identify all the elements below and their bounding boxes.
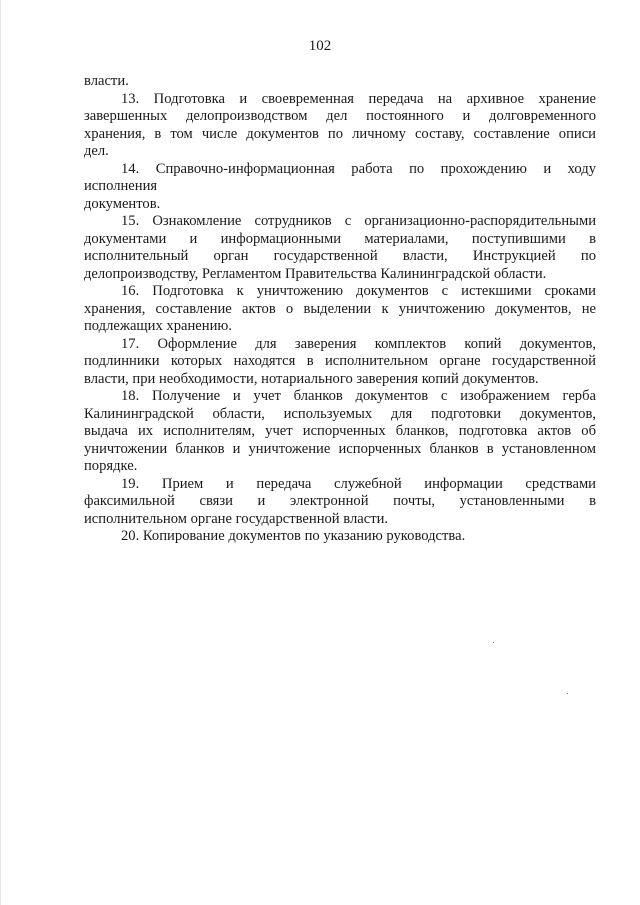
document-body bbox=[84, 73, 596, 546]
item-18-line: уничтожении бланков и уничтожение испорченных бланков в установленном bbox=[84, 440, 596, 457]
item-15-line: делопроизводству, Регламентом Правительства Калининградской области. bbox=[84, 265, 547, 282]
scan-speck bbox=[567, 693, 568, 694]
page-number: 102 bbox=[308, 38, 332, 54]
item-15-line: 15. Ознакомление сотрудников с организационно-распорядительными bbox=[121, 213, 596, 229]
scan-speck bbox=[493, 642, 494, 643]
item-15-line: исполнительный орган государственной власти, Инструкцией по bbox=[84, 248, 596, 264]
item-13-line: завершенных делопроизводством дел постоянного и долговременного bbox=[84, 108, 596, 124]
item-19-line: факсимильной связи и электронной почты, установленными в bbox=[84, 493, 596, 509]
item-13-line: хранения, в том числе документов по личному составу, составление описи bbox=[84, 125, 596, 142]
item-14-line: документов. bbox=[84, 195, 161, 212]
item-16-line: 16. Подготовка к уничтожению документов с истекшими сроками bbox=[121, 283, 596, 299]
item-16-line: хранения, составление актов о выделении к уничтожению документов, не bbox=[84, 300, 596, 317]
scan-left-edge bbox=[0, 0, 1, 905]
item-18-line: выдача их исполнителям, учет испорченных бланков, подготовка актов об bbox=[84, 423, 596, 439]
text-line: власти. bbox=[84, 73, 129, 89]
item-14-line: 14. Справочно-информационная работа по прохождению и ходу bbox=[121, 160, 596, 177]
item-16-line: подлежащих хранению. bbox=[84, 318, 232, 334]
item-18-line: Калининградской области, используемых для подготовки документов, bbox=[84, 405, 596, 422]
item-17-line: власти, при необходимости, нотариального заверения копий документов. bbox=[84, 370, 539, 387]
item-17-line: 17. Оформление для заверения комплектов копий документов, bbox=[121, 335, 596, 352]
item-17-line: подлинники которых находятся в исполнительном органе государственной bbox=[84, 353, 596, 369]
item-18-line: порядке. bbox=[84, 458, 138, 474]
item-13-line: 13. Подготовка и своевременная передача на архивное хранение bbox=[121, 90, 596, 107]
item-19-line: 19. Прием и передача служебной информации средствами bbox=[121, 475, 596, 492]
item-15-line: документами и информационными материалами, поступившими в bbox=[84, 230, 596, 247]
item-13-line: дел. bbox=[84, 143, 109, 159]
item-19-line: исполнительном органе государственной власти. bbox=[84, 510, 389, 527]
item-20-line: 20. Копирование документов по указанию руководства. bbox=[121, 528, 466, 544]
item-14-line: исполнения bbox=[84, 178, 158, 194]
item-18-line: 18. Получение и учет бланков документов с изображением герба bbox=[121, 388, 596, 404]
